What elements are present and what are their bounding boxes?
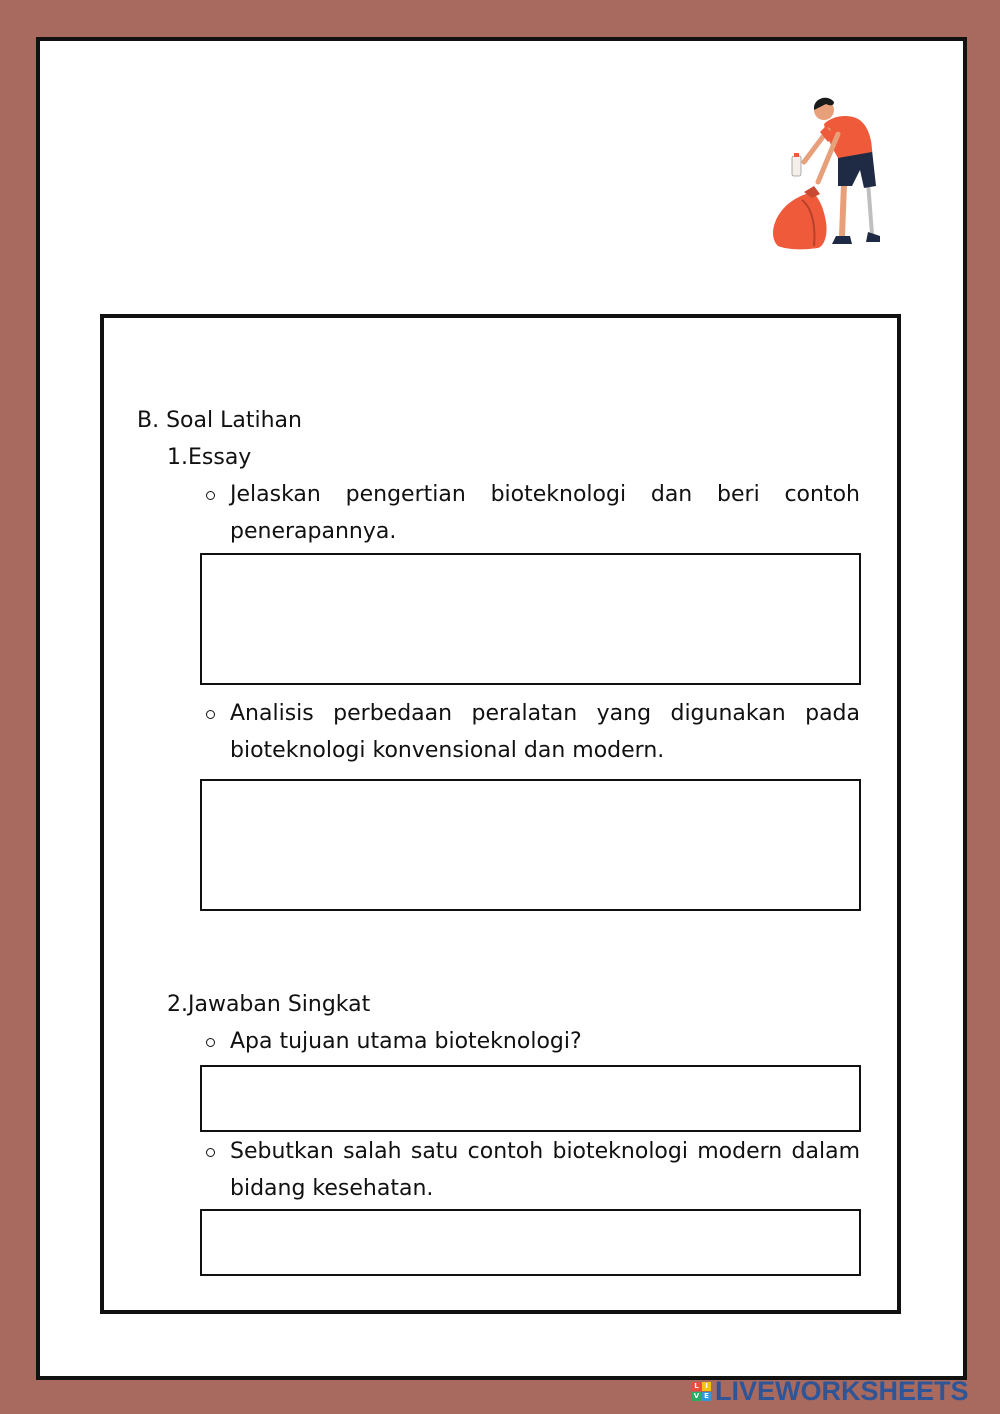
essay-question-2: Analisis perbedaan peralatan yang digunakan pada bioteknologi konvensional dan modern. <box>230 701 860 763</box>
short-answer-box-1[interactable] <box>200 1065 861 1132</box>
bullet-circle-icon <box>206 1148 215 1157</box>
logo-letter: I <box>702 1382 711 1391</box>
logo-letter: E <box>702 1392 711 1401</box>
essay-answer-box-1[interactable] <box>200 553 861 685</box>
section-title: B. Soal Latihan <box>137 408 302 433</box>
short-answer-box-2[interactable] <box>200 1209 861 1276</box>
liveworksheets-logo-icon <box>692 1382 711 1401</box>
bottle <box>792 156 801 176</box>
logo-letter: V <box>693 1391 700 1400</box>
liveworksheets-watermark <box>692 1376 969 1406</box>
logo-letter: L <box>692 1382 701 1391</box>
bullet-circle-icon <box>206 491 215 500</box>
short-question-2: Sebutkan salah satu contoh bioteknologi modern dalam bidang kesehatan. <box>230 1139 860 1201</box>
watermark-text: LIVEWORKSHEETS <box>715 1375 969 1406</box>
short-question-1: Apa tujuan utama bioteknologi? <box>230 1029 582 1054</box>
essay-heading: 1.Essay <box>167 445 252 470</box>
person-collecting-trash-illustration <box>768 96 892 252</box>
essay-question-1: Jelaskan pengertian bioteknologi dan beri contoh penerapannya. <box>230 482 860 544</box>
bullet-circle-icon <box>206 1038 215 1047</box>
essay-answer-box-2[interactable] <box>200 779 861 911</box>
prosthetic-leg <box>868 182 872 234</box>
short-answer-heading: 2.Jawaban Singkat <box>167 992 371 1017</box>
trash-bag <box>773 192 826 249</box>
bullet-circle-icon <box>206 710 215 719</box>
front-leg <box>842 184 844 236</box>
